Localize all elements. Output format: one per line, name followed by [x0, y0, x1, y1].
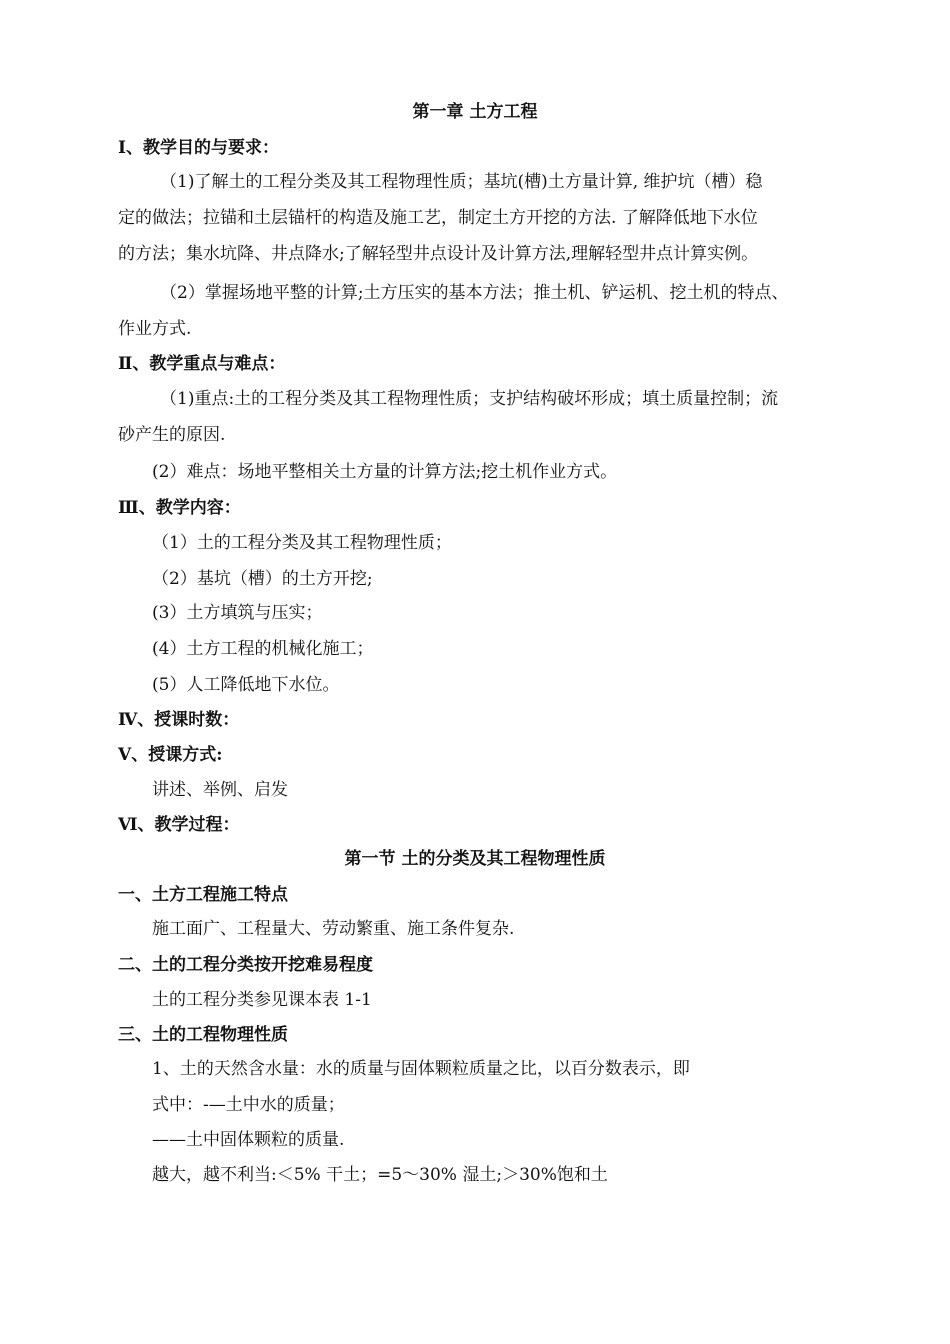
- section-heading-objectives: Ⅰ、教学目的与要求：: [118, 138, 279, 158]
- method-body: 讲述、举例、启发: [152, 780, 288, 800]
- section-title: 第一节 土的分类及其工程物理性质: [344, 849, 606, 869]
- classification-body: 土的工程分类参见课本表 1-1: [152, 990, 372, 1010]
- content-item: （2）基坑（槽）的土方开挖;: [152, 569, 373, 589]
- content-item: (4）土方工程的机械化施工；: [152, 639, 374, 659]
- part-heading-properties: 三、土的工程物理性质: [118, 1025, 288, 1045]
- keypoints-para2: (2）难点：场地平整相关土方量的计算方法;挖土机作业方式。: [152, 462, 618, 482]
- content-item: (3）土方填筑与压实；: [152, 603, 323, 623]
- section-heading-content: Ⅲ、教学内容：: [118, 498, 241, 518]
- keypoints-para1-line1: （1)重点:土的工程分类及其工程物理性质；支护结构破坏形成；填土质量控制；流: [160, 389, 779, 409]
- content-item: (5）人工降低地下水位。: [152, 675, 340, 695]
- features-body: 施工面广、工程量大、劳动繁重、施工条件复杂.: [152, 919, 515, 939]
- chapter-title: 第一章 土方工程: [412, 102, 538, 122]
- objectives-para2-line1: （2）掌握场地平整的计算;土方压实的基本方法；推土机、铲运机、挖土机的特点、: [160, 283, 789, 303]
- section-heading-process: Ⅵ、教学过程：: [118, 815, 240, 835]
- properties-line: 越大，越不利当:＜5% 干土；=5～30% 湿土;＞30%饱和土: [152, 1165, 608, 1185]
- properties-line: ——土中固体颗粒的质量.: [152, 1130, 345, 1150]
- keypoints-para1-line2: 砂产生的原因.: [118, 425, 226, 445]
- section-heading-hours: Ⅳ、授课时数：: [118, 710, 240, 730]
- objectives-para1-line1: （1)了解土的工程分类及其工程物理性质；基坑(槽)土方量计算, 维护坑（槽）稳: [160, 172, 763, 192]
- objectives-para1-line3: 的方法；集水坑降、井点降水;了解轻型井点设计及计算方法,理解轻型井点计算实例。: [118, 244, 759, 264]
- objectives-para2-line2: 作业方式.: [118, 319, 192, 339]
- part-heading-features: 一、土方工程施工特点: [118, 885, 288, 905]
- section-heading-keypoints: Ⅱ、教学重点与难点：: [118, 354, 286, 374]
- section-heading-method: Ⅴ、授课方式:: [118, 745, 223, 765]
- properties-line: 1、土的天然含水量：水的质量与固体颗粒质量之比，以百分数表示，即: [152, 1059, 690, 1079]
- content-item: （1）土的工程分类及其工程物理性质；: [152, 533, 452, 553]
- objectives-para1-line2: 定的做法；拉锚和土层锚杆的构造及施工艺，制定土方开挖的方法. 了解降低地下水位: [118, 208, 758, 228]
- properties-line: 式中：-—土中水的质量；: [152, 1095, 345, 1115]
- part-heading-classification: 二、土的工程分类按开挖难易程度: [118, 955, 373, 975]
